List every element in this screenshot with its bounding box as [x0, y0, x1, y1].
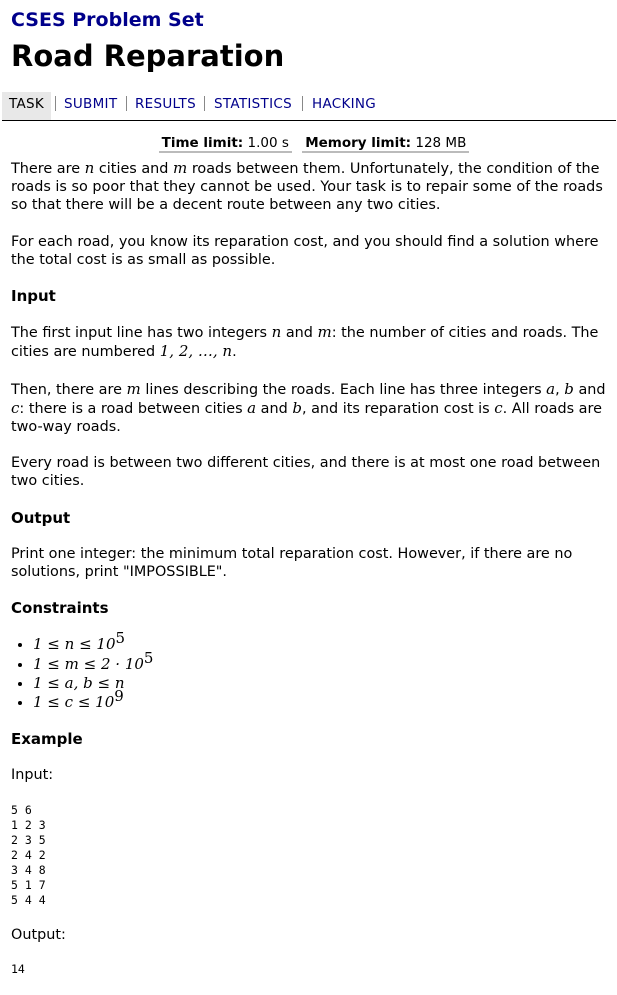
output-heading: Output: [11, 508, 71, 527]
nav-separator: [126, 96, 127, 111]
tab-task[interactable]: TASK: [2, 92, 51, 120]
statement-paragraph-2: For each road, you know its reparation cost, and you should find a solution where the total cost is as small as possible.: [11, 233, 599, 268]
input-paragraph-2: Then, there are m lines describing the roads. Each line has three integers a, b and c: there is a road between cities a and b, and its reparation cost is c. All roads are two-way roads.: [11, 379, 606, 436]
nav-separator: [55, 96, 56, 111]
memory-limit-label: Memory limit:: [305, 135, 412, 151]
site-title[interactable]: CSES Problem Set: [11, 9, 204, 31]
nav-separator: [302, 96, 303, 111]
input-paragraph-3: Every road is between two different cities, and there is at most one road between two cities.: [11, 455, 601, 490]
time-limit: [159, 135, 292, 153]
output-paragraph: Print one integer: the minimum total reparation cost. However, if there are no solutions, print "IMPOSSIBLE".: [11, 545, 573, 581]
problem-statement: [11, 159, 617, 995]
time-limit-label: Time limit:: [161, 135, 244, 151]
task-nav: [2, 92, 616, 121]
problem-title: Road Reparation: [11, 39, 285, 73]
constraint-item: • $1 \le n \le 10^5$: [33, 635, 617, 654]
memory-limit-value: 128 MB: [415, 135, 467, 151]
example-input-label: Input:: [11, 767, 54, 784]
example-heading: Example: [11, 730, 83, 749]
input-paragraph-1: The first input line has two integers n and m: the number of cities and roads. The cities are numbered 1, 2, …, n.: [11, 323, 599, 361]
nav-separator: [204, 96, 205, 111]
tab-hacking[interactable]: HACKING: [312, 96, 377, 112]
tab-results[interactable]: RESULTS: [135, 96, 196, 112]
statement-paragraph-1: There are n cities and m roads between them. Unfortunately, the condition of the roads is so poor that they cannot be used. Your task is to repair some of the roads so that there will be a decent route between any two cities.: [11, 159, 603, 214]
constraints-heading: Constraints: [11, 599, 109, 618]
limits-bar: [11, 135, 617, 153]
constraint-item: • $1 \le m \le 2 \cdot 10^5$: [33, 655, 617, 674]
tab-submit[interactable]: SUBMIT: [64, 96, 118, 112]
time-limit-value: 1.00 s: [247, 135, 289, 151]
constraint-item: • 1 ≤ a, b ≤ n: [33, 674, 617, 693]
memory-limit: [302, 135, 469, 153]
example-output: 14: [11, 961, 25, 976]
constraints-list: [11, 629, 617, 712]
tab-statistics[interactable]: STATISTICS: [214, 96, 292, 112]
example-input: 5 6 1 2 3 2 3 5 2 4 2 3 4 8 5 1 7 5 4 4: [11, 802, 46, 907]
constraint-item: • $1 \le c \le 10^9$: [33, 693, 617, 712]
example-output-label: Output:: [11, 926, 66, 943]
input-heading: Input: [11, 287, 56, 306]
